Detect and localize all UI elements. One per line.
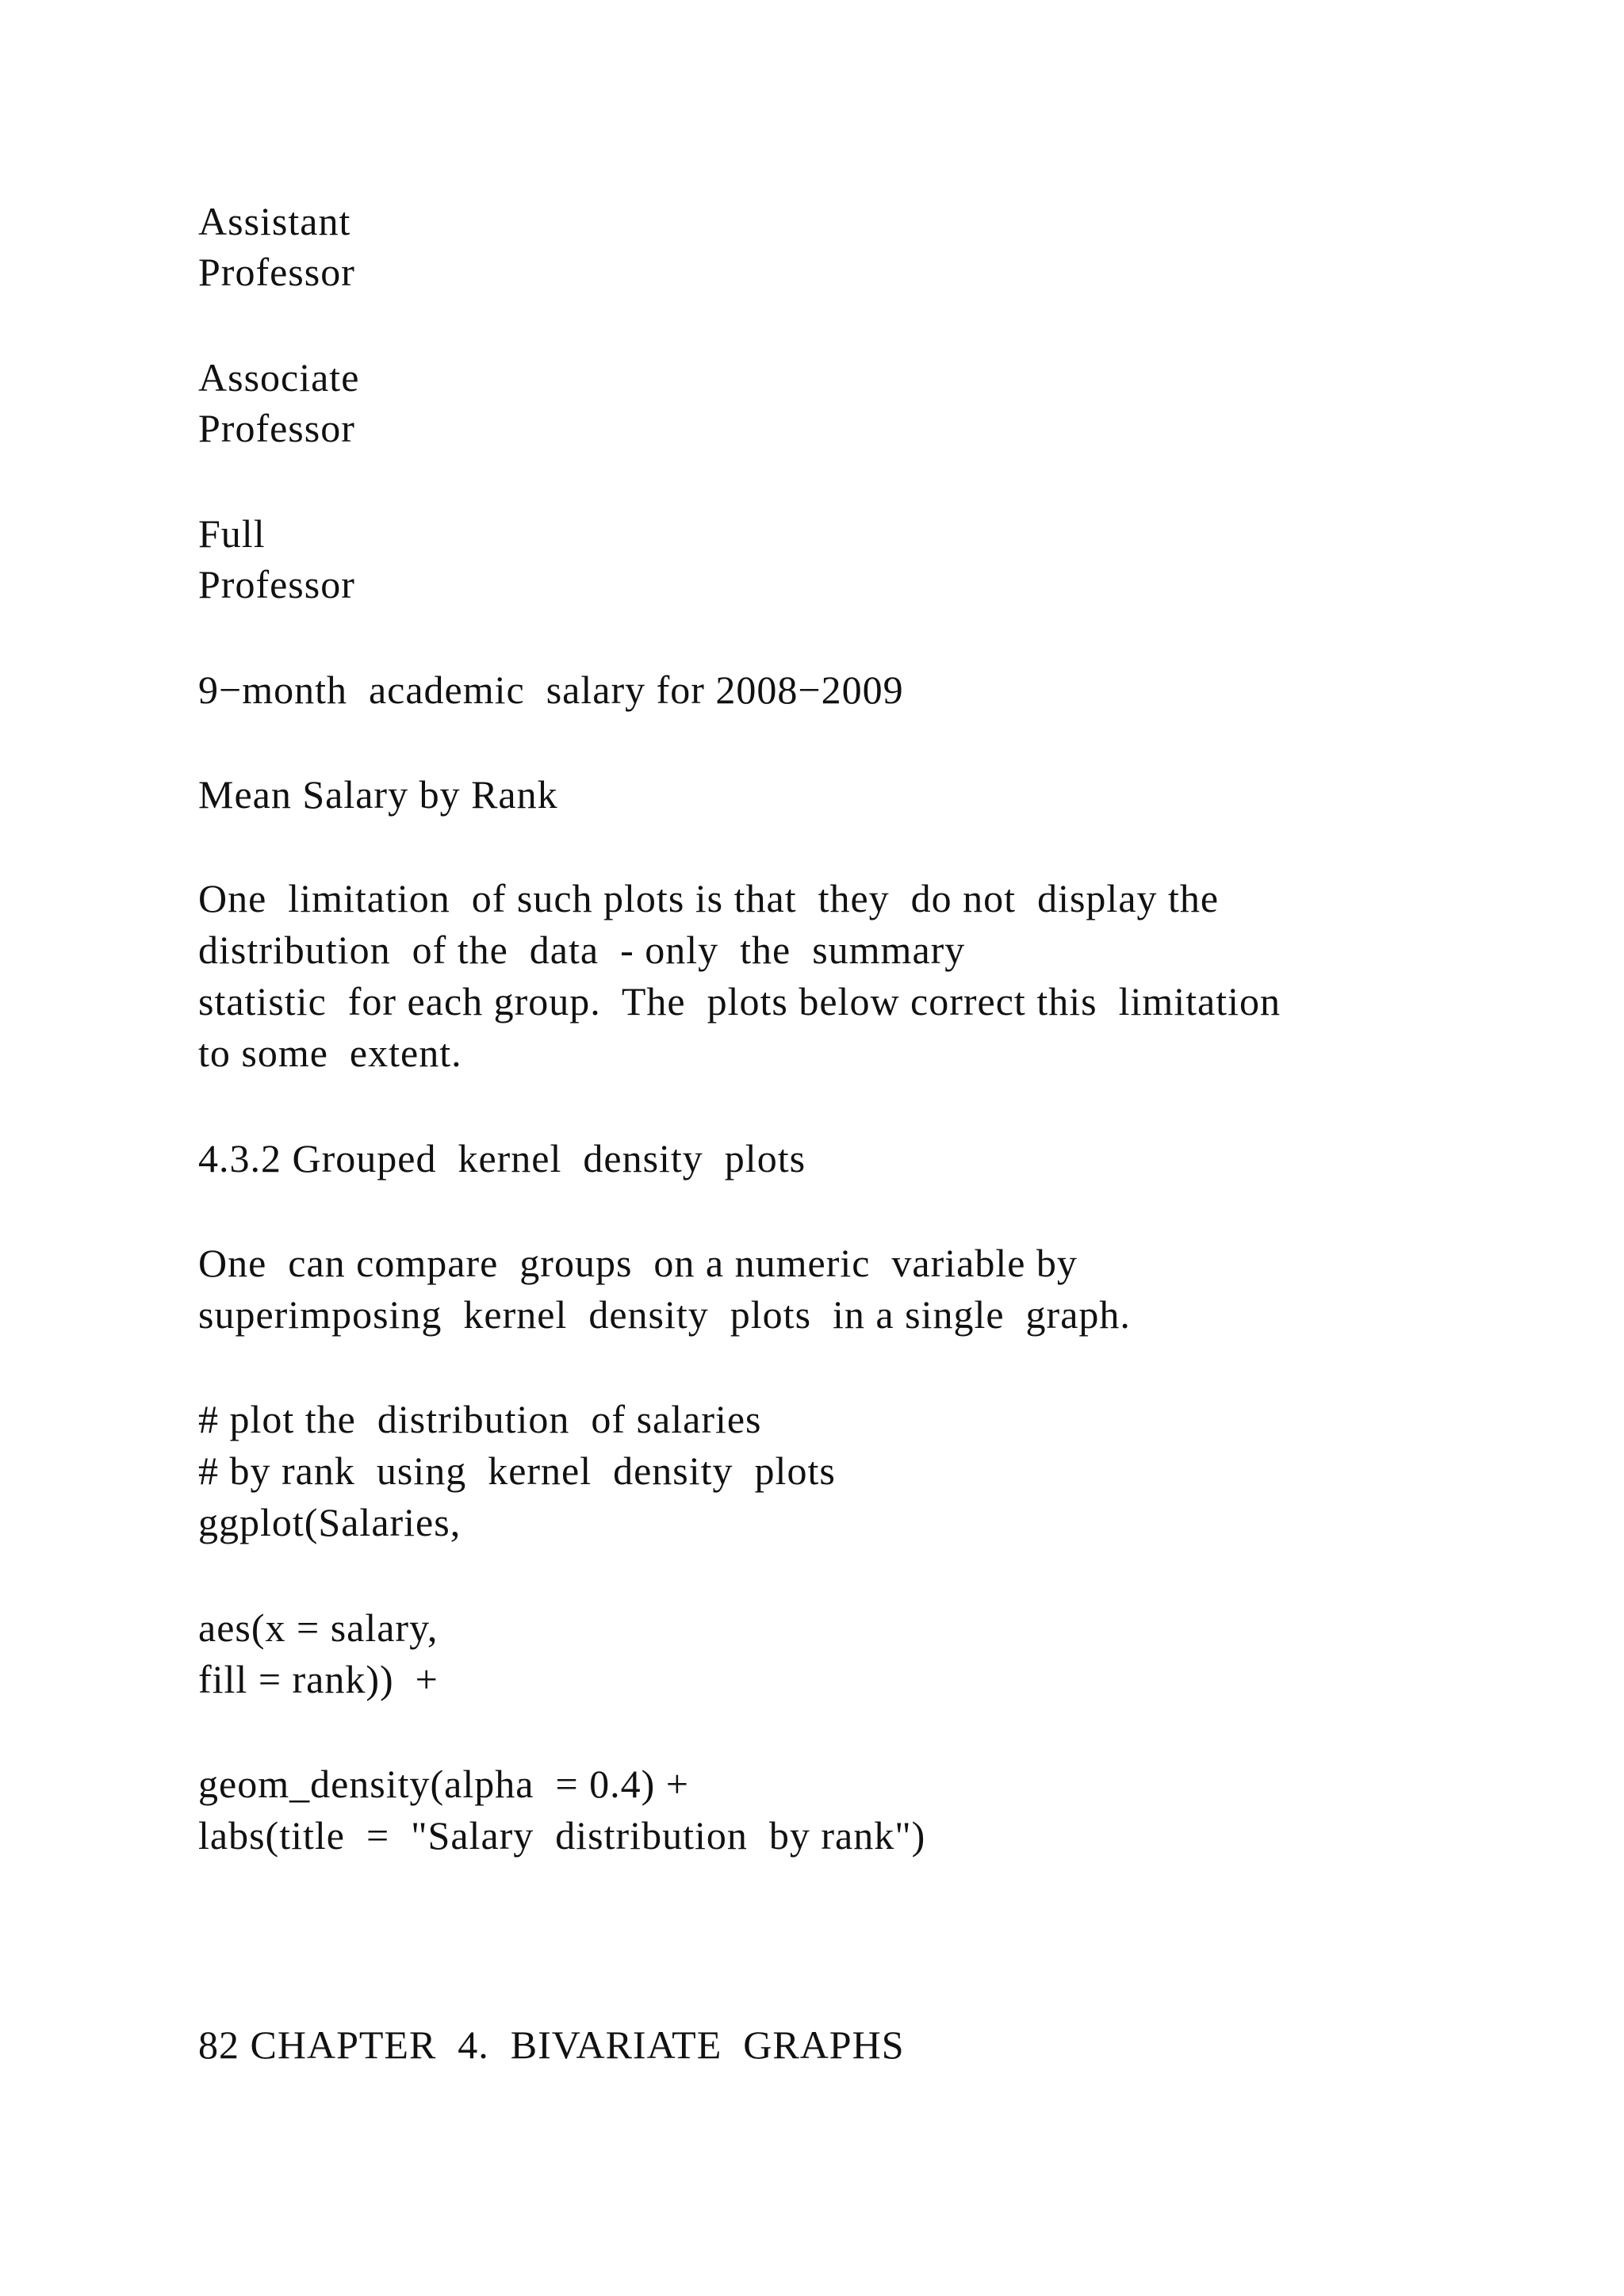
code-line: ggplot(Salaries, <box>198 1500 462 1544</box>
page-footer: 82 CHAPTER 4. BIVARIATE GRAPHS <box>198 2022 905 2067</box>
legend-label-assistant-line1: Assistant <box>198 199 351 243</box>
paragraph-line: One can compare groups on a numeric variable by <box>198 1241 1078 1285</box>
paragraph-line: One limitation of such plots is that they do not display the <box>198 876 1220 920</box>
code-line: fill = rank)) + <box>198 1657 439 1701</box>
code-line: # by rank using kernel density plots <box>198 1448 836 1493</box>
legend-label-associate-line1: Associate <box>198 355 360 400</box>
legend-label-associate-line2: Professor <box>198 406 355 450</box>
code-line: # plot the distribution of salaries <box>198 1397 762 1441</box>
section-heading: 4.3.2 Grouped kernel density plots <box>198 1136 806 1181</box>
paragraph-line: to some extent. <box>198 1031 462 1075</box>
legend-label-assistant-line2: Professor <box>198 250 355 294</box>
paragraph-line: distribution of the data - only the summary <box>198 928 966 972</box>
code-line: aes(x = salary, <box>198 1605 439 1650</box>
legend-label-full-line2: Professor <box>198 562 355 607</box>
legend-label-full-line1: Full <box>198 511 266 556</box>
paragraph-line: statistic for each group. The plots below correct this limitation <box>198 979 1281 1024</box>
code-line: labs(title = "Salary distribution by rank") <box>198 1813 926 1858</box>
chart-title: Mean Salary by Rank <box>198 772 558 817</box>
paragraph-line: superimposing kernel density plots in a single graph. <box>198 1292 1131 1337</box>
axis-label: 9−month academic salary for 2008−2009 <box>198 668 904 712</box>
code-line: geom_density(alpha = 0.4) + <box>198 1762 689 1806</box>
document-page <box>198 0 1546 2296</box>
